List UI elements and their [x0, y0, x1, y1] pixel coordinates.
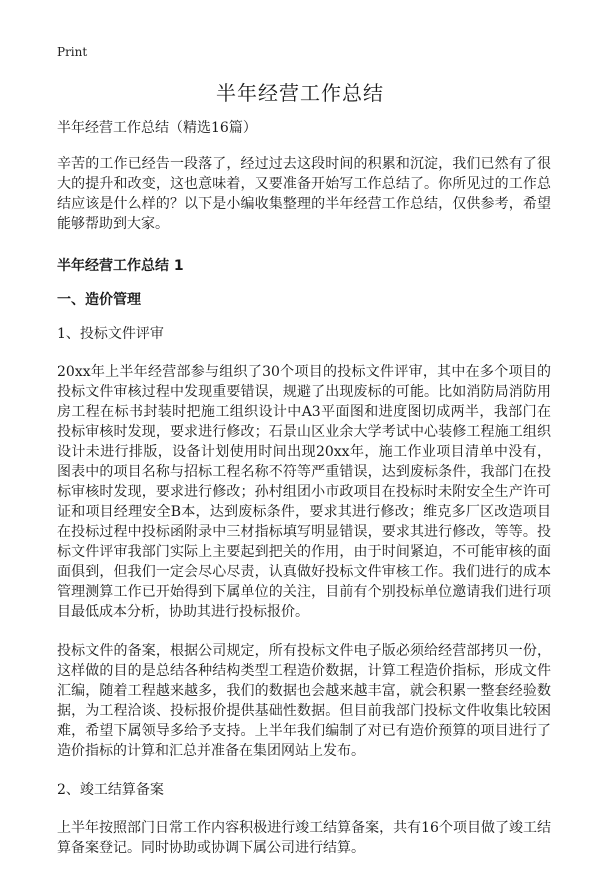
document-title: 半年经营工作总结 [216, 81, 384, 105]
section-title: 半年经营工作总结 1 [57, 258, 184, 274]
item1-paragraph-2: 投标文件的备案，根据公司规定，所有投标文件电子版必须给经营部拷贝一份，这样做的目的是总结各种结构类型工程造价数据，计算工程造价指标，形成文件汇编，随着工程越来越多，我们的数据也会越来越丰富，就会积累一整套经验数据，为工程洽谈、投标报价提供基础性数据。但目前我部门投标文件收集比较困难，希望下属领导多给予支持。上半年我们编制了对已有造价预算的项目进行了造价指标的计算和汇总并准备在集团网站上发布。 [57, 643, 551, 759]
item2-heading: 2、竣工结算备案 [57, 782, 164, 798]
intro-paragraph: 辛苦的工作已经告一段落了，经过过去这段时间的积累和沉淀，我们已然有了很大的提升和改变，这也意味着，又要准备开始写工作总结了。你所见过的工作总结应该是什么样的？以下是小编收集整理的半年经营工作总结，仅供参考，希望能够帮助到大家。 [57, 156, 551, 232]
print-label: Print [57, 45, 88, 59]
item1-heading: 1、投标文件评审 [57, 326, 164, 342]
item2-paragraph-1: 上半年按照部门日常工作内容积极进行竣工结算备案，共有16个项目做了竣工结算备案登记。同时协助或协调下属公司进行结算。 [57, 820, 551, 856]
document-subtitle: 半年经营工作总结（精选16篇） [57, 120, 257, 136]
item1-paragraph-1: 20xx年上半年经营部参与组织了30个项目的投标文件评审，其中在多个项目的投标文件审核过程中发现重要错误，规避了出现废标的可能。比如消防局消防用房工程在标书封装时把施工组织设计中A3平面图和进度图切成两半，我部门在投标审核时发现，要求进行修改；石景山区业余大学考试中心装修工程施工组织设计未进行排版，设备计划使用时间出现20xx年，施工作业项目清单中没有，图表中的项目名称与招标工程名称不符等严重错误，达到废标条件，我部门在投标审核时发现，要求进行修改；孙村组团小市政项目在投标时未附安全生产许可证和项目经理安全B本，达到废标条件，要求其进行修改；维克多厂区改造项目在投标过程中投标函附录中三材指标填写明显错误，要求其进行修改，等等。投标文件评审我部门实际上主要起到把关的作用，由于时间紧迫，不可能审核的面面俱到，但我们一定会尽心尽责，认真做好投标文件审核工作。我们进行的成本管理测算工作已开始得到下属单位的关注，目前有个别投标单位邀请我们进行项目最低成本分析，协助其进行投标报价。 [57, 364, 551, 620]
part-heading: 一、造价管理 [57, 292, 141, 308]
document-body [57, 118, 551, 877]
